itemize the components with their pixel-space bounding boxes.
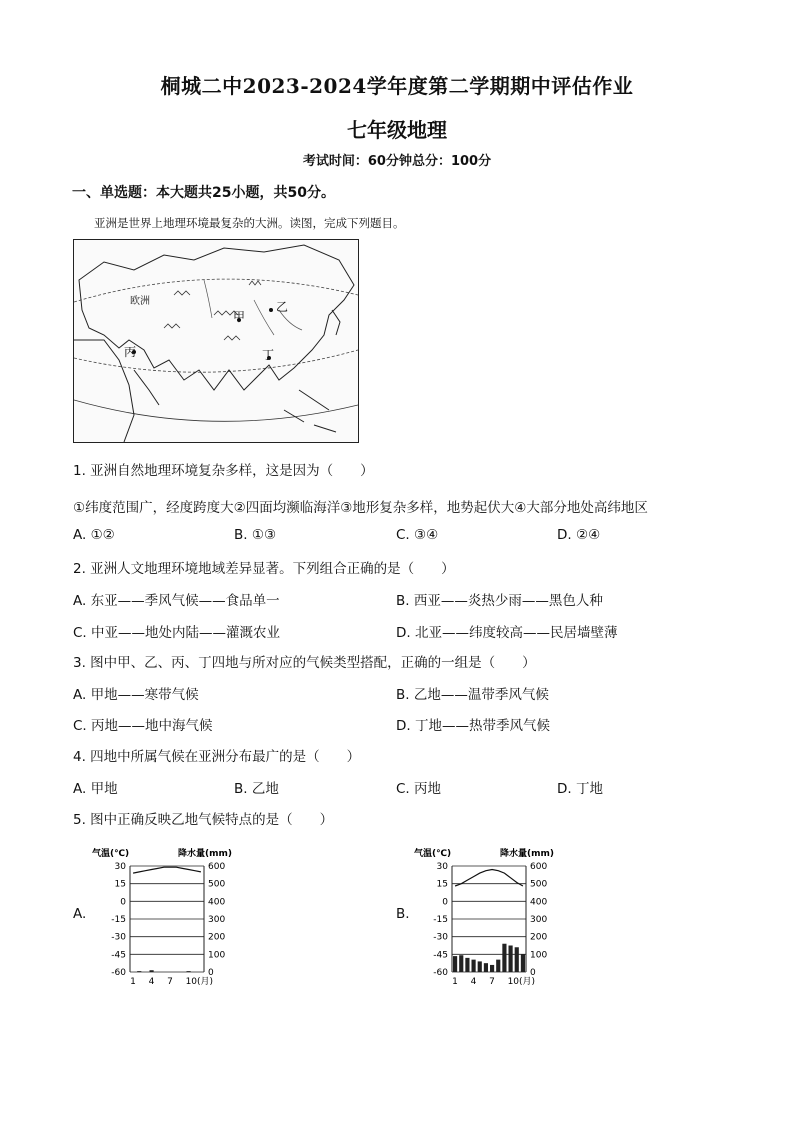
- chart-b-precip-bar: [472, 960, 476, 972]
- q3-option-c[interactable]: C. 丙地——地中海气候: [73, 718, 213, 734]
- q1-option-c[interactable]: C. ③④: [396, 527, 439, 543]
- q3-option-d[interactable]: D. 丁地——热带季风气候: [396, 718, 550, 734]
- chart-b-precip-bar: [521, 954, 525, 972]
- q2-option-d[interactable]: D. 北亚——纬度较高——民居墙壁薄: [396, 625, 618, 641]
- chart-a-x-tick: 1: [130, 977, 136, 986]
- chart-b-precip-bar: [509, 946, 513, 973]
- chart-b-right-tick: 300: [530, 915, 548, 925]
- question-1-statements: ①纬度范围广，经度跨度大②四面均濒临海洋③地形复杂多样，地势起伏大④大部分地处高纬地区: [73, 500, 648, 516]
- chart-a-right-tick: 400: [208, 897, 226, 908]
- chart-b-x-tick: 7: [489, 977, 495, 986]
- climate-chart-b[interactable]: [414, 844, 564, 990]
- chart-b-x-tick: 4: [470, 977, 477, 986]
- asia-map: [73, 239, 359, 443]
- chart-b-left-tick: -60: [433, 968, 448, 978]
- chart-b-right-axis-label: 降水量(mm): [500, 849, 554, 859]
- chart-a-left-tick: 15: [114, 879, 126, 890]
- chart-b-left-tick: 0: [442, 897, 448, 908]
- q2-option-a[interactable]: A. 东亚——季风气候——食品单一: [73, 593, 280, 609]
- chart-b-precip-bar: [478, 961, 482, 972]
- q4-option-a[interactable]: A. 甲地: [73, 781, 118, 797]
- chart-b-right-tick: 600: [530, 862, 548, 872]
- q5-option-a[interactable]: A.: [73, 906, 87, 922]
- question-4-stem: 4. 四地中所属气候在亚洲分布最广的是（ ）: [73, 749, 361, 765]
- chart-a-right-tick: 500: [208, 879, 226, 890]
- q1-option-a[interactable]: A. ①②: [73, 527, 115, 543]
- question-5-stem: 5. 图中正确反映乙地气候特点的是（ ）: [73, 812, 334, 828]
- page-subtitle: 七年级地理: [347, 118, 447, 142]
- chart-a-right-tick: 0: [208, 968, 214, 978]
- climate-chart-a-svg: [92, 844, 242, 986]
- question-1-stem: 1. 亚洲自然地理环境复杂多样，这是因为（ ）: [73, 463, 374, 479]
- map-label-yi: 乙: [276, 300, 289, 314]
- map-label-europe: 欧洲: [130, 296, 150, 307]
- q2-option-c[interactable]: C. 中亚——地处内陆——灌溉农业: [73, 625, 281, 641]
- climate-chart-a[interactable]: [92, 844, 242, 990]
- chart-b-precip-bar: [502, 944, 506, 972]
- section-heading: 一、单选题：本大题共25小题，共50分。: [72, 185, 335, 201]
- chart-a-right-tick: 100: [208, 950, 226, 961]
- chart-b-precip-bar: [459, 955, 463, 972]
- chart-a-left-tick: -30: [111, 932, 126, 943]
- map-label-ding: 丁: [262, 348, 275, 362]
- question-2-stem: 2. 亚洲人文地理环境地域差异显著。下列组合正确的是（ ）: [73, 561, 455, 577]
- chart-b-x-tick: 10(月): [507, 977, 536, 986]
- page-title: 桐城二中2023-2024学年度第二学期期中评估作业: [160, 74, 634, 98]
- chart-b-left-tick: 15: [436, 879, 448, 890]
- chart-a-precip-bar: [137, 971, 141, 972]
- question-3-stem: 3. 图中甲、乙、丙、丁四地与所对应的气候类型搭配，正确的一组是（ ）: [73, 655, 536, 671]
- chart-b-precip-bar: [484, 963, 488, 972]
- chart-b-right-tick: 100: [530, 950, 548, 961]
- chart-a-left-tick: -45: [111, 950, 126, 961]
- chart-a-left-tick: -15: [111, 915, 126, 925]
- map-label-bing: 丙: [124, 345, 137, 359]
- q4-option-d[interactable]: D. 丁地: [557, 781, 603, 797]
- climate-chart-b-svg: [414, 844, 564, 986]
- chart-a-left-tick: -60: [111, 968, 126, 978]
- chart-b-left-tick: -45: [433, 950, 448, 961]
- chart-a-left-tick: 0: [120, 897, 126, 908]
- chart-a-left-axis-label: 气温(℃): [92, 849, 130, 859]
- chart-b-left-tick: -30: [433, 932, 448, 943]
- q2-option-b[interactable]: B. 西亚——炎热少雨——黑色人种: [396, 593, 603, 609]
- chart-a-x-tick: 4: [148, 977, 155, 986]
- chart-a-left-tick: 30: [114, 862, 126, 872]
- chart-a-precip-bar: [150, 970, 154, 972]
- chart-a-precip-bar: [187, 971, 191, 972]
- chart-a-right-tick: 200: [208, 932, 226, 943]
- map-label-jia: 甲: [233, 310, 246, 324]
- chart-a-temperature-line: [133, 867, 201, 873]
- chart-b-right-tick: 200: [530, 932, 548, 943]
- chart-b-precip-bar: [490, 965, 494, 972]
- q5-option-b[interactable]: B.: [396, 906, 410, 922]
- chart-b-left-axis-label: 气温(℃): [414, 849, 452, 859]
- chart-b-right-tick: 500: [530, 879, 548, 890]
- q4-option-c[interactable]: C. 丙地: [396, 781, 442, 797]
- chart-b-precip-bar: [453, 956, 457, 972]
- q3-option-b[interactable]: B. 乙地——温带季风气候: [396, 687, 549, 703]
- chart-b-left-tick: -15: [433, 915, 448, 925]
- asia-map-graphic: [74, 240, 358, 442]
- chart-a-right-tick: 300: [208, 915, 226, 925]
- q4-option-b[interactable]: B. 乙地: [234, 781, 279, 797]
- exam-info: 考试时间：60分钟总分：100分: [302, 154, 492, 169]
- q1-option-b[interactable]: B. ①③: [234, 527, 277, 543]
- chart-b-x-tick: 1: [452, 977, 458, 986]
- q1-option-d[interactable]: D. ②④: [557, 527, 601, 543]
- chart-b-precip-bar: [465, 958, 469, 972]
- chart-b-precip-bar: [496, 960, 500, 972]
- chart-b-right-tick: 0: [530, 968, 536, 978]
- chart-b-right-tick: 400: [530, 897, 548, 908]
- chart-a-x-tick: 7: [167, 977, 173, 986]
- chart-b-precip-bar: [515, 947, 519, 972]
- chart-a-right-axis-label: 降水量(mm): [178, 849, 232, 859]
- chart-b-left-tick: 30: [436, 862, 448, 872]
- q3-option-a[interactable]: A. 甲地——寒带气候: [73, 687, 199, 703]
- chart-a-right-tick: 600: [208, 862, 226, 872]
- section-intro: 亚洲是世界上地理环境最复杂的大洲。读图，完成下列题目。: [94, 216, 405, 230]
- chart-a-x-tick: 10(月): [185, 977, 214, 986]
